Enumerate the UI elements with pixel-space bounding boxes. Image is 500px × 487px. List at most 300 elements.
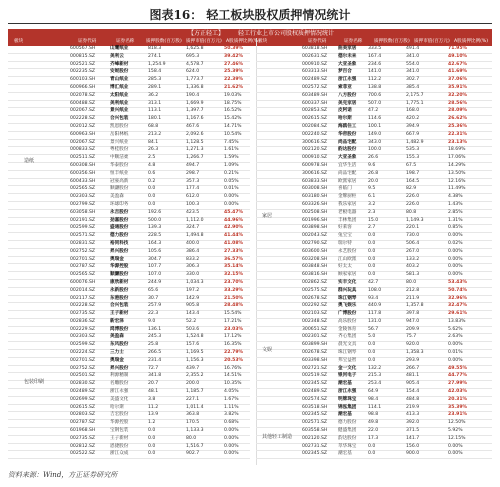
cell-value: 266.7: [406, 365, 420, 371]
cell-value: 80.8: [406, 209, 417, 215]
cell-ratio: 0.21%: [224, 170, 239, 176]
cell-name: 凯恩股份: [110, 123, 129, 129]
cell-code: 000815.SZ: [70, 53, 96, 59]
cell-ratio: 27.46%: [224, 61, 244, 67]
cell-ratio: 1.67%: [224, 396, 239, 402]
cell-ratio: 41.08%: [224, 240, 244, 246]
cell-value: 503.6: [186, 326, 200, 332]
cell-code: 300651.SZ: [302, 326, 328, 332]
cell-value: 947.0: [406, 318, 420, 324]
table-row: [8, 194, 250, 202]
cell-code: 002699.SZ: [70, 396, 96, 402]
cell-name: 华源控股: [110, 420, 129, 426]
cell-ratio: 5.92%: [448, 428, 463, 434]
cell-ratio: 20.31%: [448, 396, 468, 402]
cell-code: 300616.SZ: [302, 139, 328, 145]
cell-shares: 0.0: [148, 201, 156, 207]
cell-code: 002078.SZ: [70, 92, 96, 98]
cell-name: 大亚圣象: [338, 155, 357, 161]
table-row: [256, 342, 492, 350]
cell-name: 顾家家居: [338, 272, 357, 278]
table-row: [256, 264, 492, 272]
cell-name: 邦宝益智: [338, 357, 357, 363]
cell-value: 190.4: [186, 92, 200, 98]
cell-code: 002565.SZ: [70, 186, 96, 192]
cell-ratio: 12.50%: [448, 420, 466, 426]
cell-ratio: 0.00%: [448, 451, 463, 457]
table-row: [8, 93, 250, 101]
cell-value: 324.7: [186, 225, 200, 231]
cell-value: 1,149.3: [406, 217, 424, 223]
cell-code: 002678.SZ: [302, 350, 328, 356]
cell-ratio: 29.61%: [448, 311, 468, 317]
table-row: [8, 46, 250, 54]
cell-name: 老板电器: [338, 209, 357, 215]
category-label: 家居: [262, 212, 273, 219]
cell-ratio: 44.96%: [224, 217, 244, 223]
cell-shares: 253.4: [368, 381, 382, 387]
cell-code: 002599.SZ: [70, 342, 96, 348]
cell-ratio: 16.52%: [224, 108, 242, 114]
table-row: [256, 381, 492, 389]
cell-shares: 9.6: [368, 162, 376, 168]
cell-ratio: 0.00%: [448, 272, 463, 278]
cell-code: 002599.SZ: [70, 225, 96, 231]
cell-code: 600567.SH: [70, 46, 96, 51]
cell-code: 002812.SZ: [70, 443, 96, 449]
table-row: [256, 155, 492, 163]
cell-ratio: 15.42%: [224, 116, 242, 122]
cell-code: 603313.SH: [302, 69, 328, 75]
cell-shares: 113.1: [148, 108, 162, 114]
cell-ratio: 32.20%: [448, 92, 468, 98]
cell-value: 82.9: [406, 186, 417, 192]
cell-code: 002228.SZ: [70, 116, 96, 122]
cell-name: 浙江众成: [110, 451, 129, 457]
cell-value: 219.9: [406, 404, 420, 410]
cell-value: 1,185.7: [186, 389, 204, 395]
cell-ratio: 22.79%: [224, 350, 244, 356]
cell-shares: 3.8: [148, 396, 156, 402]
cell-value: 581.3: [406, 272, 420, 278]
cell-shares: 6.1: [368, 194, 376, 200]
cell-ratio: 0.00%: [224, 451, 239, 457]
table-row: [256, 280, 492, 288]
header-shares-left: 质押股数(百万股): [146, 39, 182, 44]
table-row: [8, 140, 250, 148]
cell-value: 905.4: [406, 381, 420, 387]
cell-shares: 304.7: [148, 256, 162, 262]
cell-ratio: 0.00%: [224, 428, 239, 434]
cell-name: 华泰股份: [110, 162, 129, 168]
cell-value: 624.0: [186, 69, 200, 75]
table-row: [8, 163, 250, 171]
header-value-right: 质押市值(百万元): [414, 39, 450, 44]
cell-name: 美盈森: [110, 194, 124, 200]
cell-value: 341.0: [406, 53, 420, 59]
cell-value: 1,494.8: [186, 233, 204, 239]
cell-shares: 100.0: [368, 147, 382, 153]
cell-name: 皮阿诺: [338, 108, 352, 114]
cell-name: 哈尔斯: [338, 116, 352, 122]
cell-ratio: 0.05%: [224, 178, 239, 184]
cell-name: 八方股份: [338, 92, 357, 98]
cell-name: 裕同科技: [110, 240, 129, 246]
cell-shares: 149.0: [368, 131, 382, 137]
cell-ratio: 23.13%: [448, 139, 468, 145]
cell-ratio: 32.96%: [448, 295, 468, 301]
cell-shares: 0.0: [368, 233, 376, 239]
cell-code: 002787.SZ: [70, 420, 96, 426]
cell-ratio: 0.00%: [224, 194, 239, 200]
cell-code: 002301.SZ: [302, 334, 328, 340]
header-name-left: 证券名称: [116, 39, 135, 44]
cell-code: 603208.SH: [302, 256, 328, 262]
cell-value: 1,357.8: [406, 303, 424, 309]
cell-ratio: 4.38%: [448, 194, 463, 200]
cell-code: 002831.SZ: [70, 240, 96, 246]
cell-code: 002345.SZ: [302, 451, 328, 457]
cell-name: 劲嘉股份: [110, 217, 129, 223]
cell-shares: 72.7: [148, 365, 159, 371]
cell-name: 青山纸业: [110, 77, 129, 83]
table-row: [8, 420, 250, 428]
cell-name: 尚品宅配: [338, 139, 357, 145]
cell-value: 357.3: [186, 178, 200, 184]
cell-name: 海鸥住工: [338, 123, 357, 129]
table-row: [8, 54, 250, 62]
cell-value: 423.5: [186, 209, 200, 215]
table-row: [8, 327, 250, 335]
cell-value: 612.0: [186, 194, 200, 200]
category-label: 其他轻工制造: [262, 434, 293, 441]
cell-code: 600103.SH: [70, 77, 96, 83]
table-row: [8, 428, 250, 436]
table-row: [8, 225, 250, 233]
column-header-row: [8, 38, 492, 46]
table-row: [256, 210, 492, 218]
cell-shares: 266.5: [148, 350, 162, 356]
table-row: [8, 381, 250, 389]
cell-shares: 192.6: [148, 209, 162, 215]
cell-shares: 56.7: [368, 326, 379, 332]
cell-name: 德力股份: [338, 420, 357, 426]
cell-ratio: 23.70%: [224, 279, 244, 285]
cell-code: 002012.SZ: [70, 123, 96, 129]
cell-value: 142.9: [186, 295, 200, 301]
cell-name: 王子新材: [110, 435, 129, 441]
table-row: [8, 350, 250, 358]
cell-name: 明牌珠宝: [338, 396, 357, 402]
cell-ratio: 28.56%: [448, 100, 468, 106]
cell-ratio: 21.50%: [224, 295, 244, 301]
table-row: [8, 412, 250, 420]
cell-code: 002240.SZ: [302, 131, 328, 137]
cell-code: 002830.SZ: [70, 381, 96, 387]
cell-shares: 1.2: [148, 420, 156, 426]
cell-ratio: 45.47%: [224, 209, 244, 215]
cell-name: 金一文化: [338, 365, 357, 371]
cell-value: 1,133.3: [186, 428, 204, 434]
cell-ratio: 27.33%: [224, 248, 244, 254]
cell-shares: 26.8: [368, 170, 379, 176]
table-row: [8, 218, 250, 226]
cell-shares: 26.3: [148, 147, 159, 153]
cell-code: 600963.SH: [70, 131, 96, 137]
cell-shares: 244.9: [148, 279, 162, 285]
cell-ratio: 0.01%: [448, 350, 463, 356]
cell-name: 哈尔斯: [110, 404, 124, 410]
cell-name: 华帝股份: [338, 131, 357, 137]
cell-name: 恩捷股份: [110, 443, 129, 449]
cell-ratio: 42.67%: [448, 61, 468, 67]
cell-shares: 500.0: [148, 217, 162, 223]
cell-value: 1,516.7: [186, 443, 204, 449]
cell-name: 顺灏股份: [110, 186, 129, 192]
cell-name: 广博股份: [338, 311, 357, 317]
cell-shares: 93.4: [368, 295, 379, 301]
table-row: [8, 101, 250, 109]
cell-value: 157.6: [186, 342, 200, 348]
cell-value: 143.4: [186, 311, 200, 317]
cell-name: 美利云: [110, 53, 124, 59]
cell-shares: 0.0: [368, 248, 376, 254]
cell-ratio: 3.82%: [224, 412, 239, 418]
table-row: [256, 233, 492, 241]
cell-ratio: 14.51%: [224, 373, 242, 379]
cell-shares: 234.6: [368, 61, 382, 67]
cell-code: 002043.SZ: [302, 233, 328, 239]
cell-ratio: 0.00%: [224, 443, 239, 449]
cell-value: 52.2: [186, 318, 197, 324]
cell-ratio: 0.02%: [448, 240, 463, 246]
cell-value: 154.4: [406, 389, 420, 395]
cell-name: 好莱客: [338, 225, 352, 231]
table-row: [8, 69, 250, 77]
cell-shares: 105.6: [148, 248, 162, 254]
cell-value: 403.2: [406, 264, 420, 270]
cell-shares: 49.8: [368, 420, 379, 426]
cell-ratio: 15.54%: [224, 311, 242, 317]
table-row: [256, 311, 492, 319]
cell-ratio: 35.39%: [448, 404, 468, 410]
cell-name: 宝钢包装: [110, 428, 129, 434]
cell-ratio: 2.63%: [448, 334, 463, 340]
cell-name: 美克家居: [338, 100, 357, 106]
cell-code: 002803.SZ: [70, 412, 96, 418]
table-row: [8, 202, 250, 210]
cell-name: 齐心集团: [338, 334, 357, 340]
table-row: [8, 171, 250, 179]
category-label: 包装印刷: [24, 378, 45, 385]
cell-code: 002701.SZ: [70, 357, 96, 363]
cell-value: 920.0: [406, 342, 420, 348]
cell-shares: 25.8: [148, 342, 159, 348]
table-row: [8, 132, 250, 140]
cell-code: 002521.SZ: [70, 61, 96, 67]
cell-shares: 0.0: [148, 435, 156, 441]
cell-code: 002799.SZ: [70, 201, 96, 207]
cell-value: 198.7: [406, 170, 420, 176]
cell-ratio: 1.43%: [448, 201, 463, 207]
cell-name: 岳阳林纸: [110, 131, 129, 137]
cell-code: 600488.SZ: [70, 100, 96, 106]
cell-shares: 2.7: [368, 225, 376, 231]
cell-ratio: 10.35%: [224, 381, 242, 387]
cell-value: 392.0: [406, 420, 420, 426]
cell-code: 603833.SH: [302, 178, 328, 184]
cell-code: 002120.SZ: [302, 147, 328, 153]
cell-shares: 2.5: [148, 155, 156, 161]
cell-shares: 112.2: [368, 77, 382, 83]
cell-ratio: 28.48%: [224, 303, 244, 309]
header-ratio-left: A股质押比例(%): [226, 39, 261, 44]
cell-value: 730.0: [406, 233, 420, 239]
cell-shares: 98.4: [368, 396, 379, 402]
table-row: [256, 124, 492, 132]
cell-code: 601996.SH: [302, 217, 328, 223]
cell-name: 永新股份: [110, 287, 129, 293]
cell-ratio: 22.39%: [224, 77, 244, 83]
cell-shares: 47.2: [368, 108, 379, 114]
table-row: [8, 85, 250, 93]
cell-value: 394.9: [406, 123, 420, 129]
cell-shares: 343.0: [368, 139, 382, 145]
cell-value: 1,169.5: [186, 350, 204, 356]
cell-shares: 274.1: [148, 53, 162, 59]
cell-shares: 36.2: [148, 92, 159, 98]
table-row: [8, 389, 250, 397]
cell-ratio: 1.61%: [224, 147, 239, 153]
cell-value: 506.4: [406, 240, 420, 246]
table-row: [8, 311, 250, 319]
cell-ratio: 0.00%: [448, 256, 463, 262]
cell-value: 220.1: [406, 225, 420, 231]
cell-ratio: 1.59%: [224, 155, 239, 161]
cell-name: 兔宝宝: [338, 233, 352, 239]
cell-value: 667.9: [406, 131, 420, 137]
cell-ratio: 27.99%: [448, 381, 468, 387]
cell-shares: 213.2: [148, 131, 162, 137]
cell-shares: 0.0: [368, 342, 376, 348]
cell-value: 2,175.7: [406, 92, 424, 98]
cell-name: 博汇纸业: [110, 84, 129, 90]
cell-value: 4,578.7: [186, 61, 204, 67]
cell-shares: 231.4: [148, 357, 162, 363]
cell-code: 002572.SZ: [302, 84, 328, 90]
cell-value: 1,669.9: [186, 100, 204, 106]
cell-value: 481.1: [406, 373, 420, 379]
cell-shares: 64.9: [368, 389, 379, 395]
cell-value: 1,011.4: [186, 404, 204, 410]
cell-name: 康欣新材: [110, 279, 129, 285]
cell-code: 002489.SZ: [302, 389, 328, 395]
cell-name: 齐峰新材: [110, 61, 129, 67]
source-note: 资料来源：Wind，方正证券研究所: [8, 471, 118, 479]
cell-code: 002735.SZ: [70, 311, 96, 317]
cell-ratio: 50.74%: [448, 287, 468, 293]
cell-code: 600076.SH: [70, 279, 96, 285]
cell-code: 000833.SZ: [70, 147, 96, 153]
cell-code: 002489.SZ: [70, 389, 96, 395]
cell-name: 索菲亚: [338, 84, 352, 90]
cell-shares: 0.0: [368, 357, 376, 363]
cell-shares: 5.0: [368, 334, 376, 340]
cell-code: 002721.SZ: [302, 365, 328, 371]
cell-value: 197.2: [186, 287, 200, 293]
table-banner: [8, 29, 492, 38]
table-row: [8, 210, 250, 218]
cell-code: 600356.SH: [70, 170, 96, 176]
cell-shares: 15.0: [368, 217, 379, 223]
cell-ratio: 0.00%: [448, 357, 463, 363]
cell-code: 002303.SZ: [70, 334, 96, 340]
cell-ratio: 41.69%: [448, 69, 468, 75]
cell-name: 珠江钢琴: [338, 350, 357, 356]
cell-ratio: 41.44%: [224, 233, 244, 239]
cell-shares: 164.3: [148, 240, 162, 246]
cell-code: 600966.SH: [70, 84, 96, 90]
cell-code: 002631.SZ: [302, 53, 328, 59]
cell-code: 002292.SZ: [302, 303, 328, 309]
cell-name: 潮宏基: [338, 451, 352, 457]
cell-name: 欧派家居: [338, 178, 357, 184]
cell-name: 喜临门: [338, 186, 352, 192]
cell-ratio: 10.54%: [224, 131, 242, 137]
cell-shares: 107.0: [148, 272, 162, 278]
cell-ratio: 0.00%: [448, 264, 463, 270]
cell-value: 133.2: [406, 256, 420, 262]
cell-ratio: 33.29%: [224, 287, 244, 293]
cell-name: 名雕股份: [110, 381, 129, 387]
table-row: [8, 436, 250, 444]
cell-code: 002191.SZ: [70, 217, 96, 223]
cell-shares: 0.0: [368, 272, 376, 278]
cell-value: 1,482.9: [406, 139, 424, 145]
cell-code: 002303.SZ: [70, 194, 96, 200]
cell-shares: 0.0: [368, 451, 376, 457]
cell-name: 美盛文化: [110, 396, 129, 402]
table-row: [256, 389, 492, 397]
cell-value: 80.0: [406, 279, 417, 285]
cell-name: 美利纸业: [110, 100, 129, 106]
cell-shares: 68.8: [148, 123, 159, 129]
cell-value: 695.3: [186, 53, 200, 59]
cell-code: 603398.SH: [302, 357, 328, 363]
cell-name: 潮宏基: [338, 412, 352, 418]
cell-ratio: 19.03%: [224, 92, 242, 98]
cell-value: 1,358.3: [406, 350, 424, 356]
cell-shares: 22.3: [148, 311, 159, 317]
cell-value: 100.3: [186, 201, 200, 207]
cell-shares: 22.0: [368, 428, 379, 434]
cell-value: 1,034.3: [186, 279, 204, 285]
cell-shares: 245.3: [148, 334, 162, 340]
cell-shares: 333.5: [368, 46, 382, 51]
cell-code: 002615.SZ: [70, 404, 96, 410]
header-shares-right: 质押股数(百万股): [374, 39, 410, 44]
cell-shares: 285.3: [148, 77, 162, 83]
cell-name: 萃华珠宝: [338, 443, 357, 449]
cell-value: 341.0: [406, 69, 420, 75]
cell-name: 实丰文化: [338, 279, 357, 285]
cell-name: 东风股份: [110, 342, 129, 348]
cell-value: 397.8: [406, 311, 420, 317]
table-row: [256, 350, 492, 358]
cell-name: 金陵体育: [338, 326, 357, 332]
cell-name: 吉宏股份: [110, 412, 129, 418]
cell-code: 603489.SH: [302, 92, 328, 98]
